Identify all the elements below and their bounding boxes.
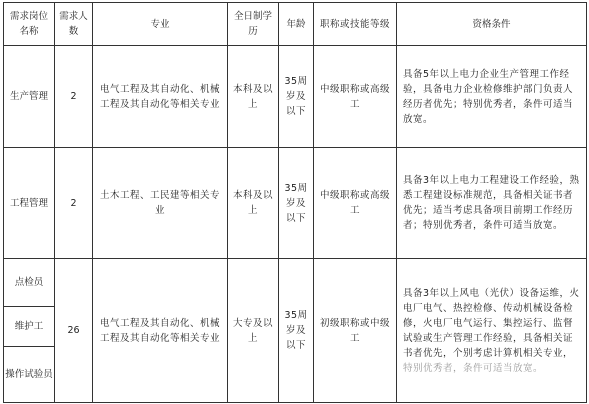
cell-major: 土木工程、工民建等相关专业: [93, 148, 228, 259]
cell-qualification: [397, 259, 587, 403]
header-major: 专业: [93, 3, 228, 46]
cell-education: 大专及以上: [228, 259, 279, 403]
header-title: 职称或技能等级: [314, 3, 397, 46]
table-row: [4, 259, 587, 307]
cell-count: 26: [55, 259, 93, 403]
header-position: 需求岗位名称: [4, 3, 55, 46]
cell-age: 35周岁及以下: [279, 259, 314, 403]
cell-count: 2: [55, 148, 93, 259]
table-row: [4, 46, 587, 148]
header-row: [4, 3, 587, 46]
cell-major: 电气工程及其自动化、机械工程及其自动化等相关专业: [93, 259, 228, 403]
cell-major: 电气工程及其自动化、机械工程及其自动化等相关专业: [93, 46, 228, 148]
cell-age: 35周岁及以下: [279, 148, 314, 259]
header-age: 年龄: [279, 3, 314, 46]
header-qualification: 资格条件: [397, 3, 587, 46]
cell-count: 2: [55, 46, 93, 148]
cell-position: 维护工: [4, 307, 55, 347]
cell-education: 本科及以上: [228, 148, 279, 259]
qualification-main-text: 具备3年以上风电（光伏）设备运维，火电厂电气、热控检修、传动机械设备检修，火电厂电气运行、集控运行、监督试验或生产管理工作经验，具备相关证书者优先，个别考虑计算机相关专业，: [403, 287, 580, 359]
cell-qualification: 具备5年以上电力企业生产管理工作经验，具备电力企业检修维护部门负责人经历者优先；特别优秀者，条件可适当放宽。: [397, 46, 587, 148]
cell-title: 中级职称或高级工: [314, 46, 397, 148]
cell-position: 生产管理: [4, 46, 55, 148]
header-count: 需求人数: [55, 3, 93, 46]
cell-qualification: 具备3年以上电力工程建设工作经验，熟悉工程建设标准规范，具备相关证书者优先；适当考虑具备项目前期工作经历者；特别优秀者，条件可适当放宽。: [397, 148, 587, 259]
recruitment-table: [3, 2, 587, 403]
cell-position: 工程管理: [4, 148, 55, 259]
cell-position: 操作试验员: [4, 347, 55, 403]
cell-title: 初级职称或中级工: [314, 259, 397, 403]
qualification-faded-text: 特别优秀者，条件可适当放宽。: [403, 362, 544, 374]
table-row: [4, 148, 587, 259]
cell-title: 中级职称或高级工: [314, 148, 397, 259]
cell-position: 点检员: [4, 259, 55, 307]
header-education: 全日制学历: [228, 3, 279, 46]
cell-education: 本科及以上: [228, 46, 279, 148]
cell-age: 35周岁及以下: [279, 46, 314, 148]
